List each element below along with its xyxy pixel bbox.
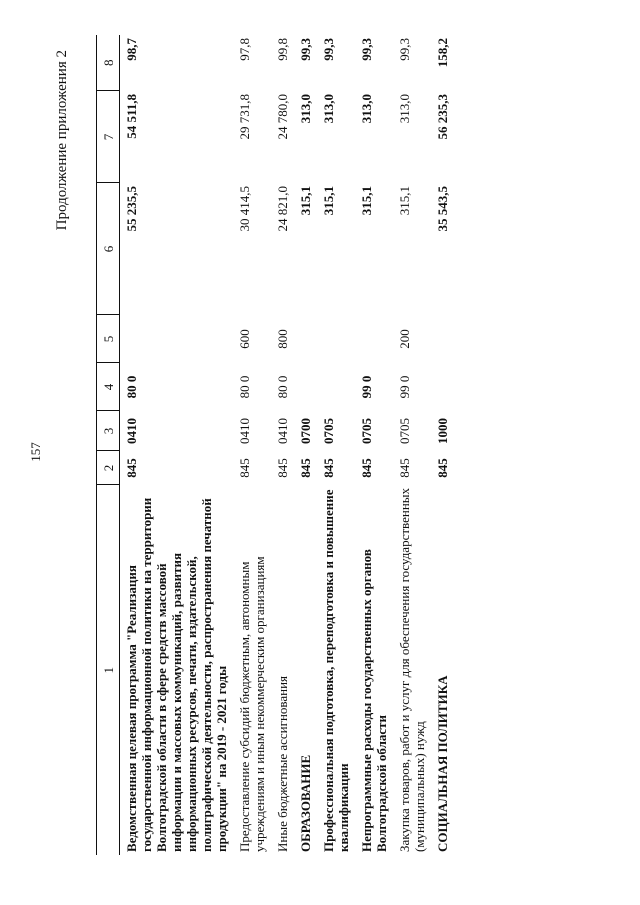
column-header-6: 6 [97,183,120,315]
row-name: Предоставление субсидий бюджетным, автономным учреждениям и иным некоммерческим организациям [237,556,267,852]
cell-planned: 315,1 [321,186,336,216]
cell-ministry: 845 [275,458,290,478]
header-row [97,35,120,855]
column-header-3: 3 [97,411,120,451]
cell-program: 80 0 [124,375,139,399]
cell-ministry: 845 [435,458,450,478]
table-row [431,35,454,855]
cell-planned: 35 543,5 [435,186,450,232]
cell-percent: 99,8 [275,38,290,61]
cell-program: 99 0 [397,375,412,399]
cell-actual: 313,0 [359,94,374,124]
cell-expense-type [120,315,234,363]
cell-expense-type: 200 [397,329,412,349]
cell-actual: 313,0 [298,94,313,124]
cell-section: 0705 [397,418,412,444]
cell-percent: 97,8 [237,38,252,61]
cell-ministry: 845 [237,458,252,478]
cell-actual: 54 511,8 [124,94,139,139]
column-header-7: 7 [97,91,120,183]
cell-planned: 55 235,5 [124,186,139,232]
cell-section: 0705 [321,418,336,444]
cell-percent: 98,7 [124,38,139,61]
row-name: СОЦИАЛЬНАЯ ПОЛИТИКА [435,675,450,852]
cell-planned: 315,1 [397,186,412,216]
cell-planned: 24 821,0 [275,186,290,232]
column-header-2: 2 [97,451,120,485]
cell-ministry: 845 [298,458,313,478]
column-header-5: 5 [97,315,120,363]
table-row [294,35,317,855]
cell-expense-type: 800 [275,329,290,349]
cell-program [431,363,454,411]
cell-program: 80 0 [275,375,290,399]
table-row [233,35,271,855]
cell-section: 0700 [298,418,313,444]
cell-expense-type [317,315,355,363]
cell-program: 99 0 [359,375,374,399]
row-name: Непрограммные расходы государственных органов Волгоградской области [359,549,389,852]
table-row [317,35,355,855]
row-name: ОБРАЗОВАНИЕ [298,754,313,852]
budget-table [96,35,454,855]
cell-expense-type [294,315,317,363]
cell-percent: 99,3 [397,38,412,61]
column-header-8: 8 [97,35,120,91]
cell-section: 0410 [275,418,290,444]
table-row [393,35,431,855]
cell-ministry: 845 [397,458,412,478]
cell-program: 80 0 [237,375,252,399]
cell-ministry: 845 [359,458,374,478]
cell-planned: 315,1 [298,186,313,216]
cell-expense-type [431,315,454,363]
column-header-1: 1 [97,485,120,855]
cell-percent: 99,3 [359,38,374,61]
cell-percent: 99,3 [321,38,336,61]
row-name: Закупка товаров, работ и услуг для обеспечения государственных (муниципальных) нужд [397,487,427,852]
cell-section: 0410 [237,418,252,444]
page-number: 157 [28,442,43,462]
cell-planned: 315,1 [359,186,374,216]
cell-section: 0410 [124,418,139,444]
cell-ministry: 845 [321,458,336,478]
cell-expense-type: 600 [237,329,252,349]
cell-actual: 313,0 [321,94,336,124]
row-name: Ведомственная целевая программа "Реализация государственной информационной политики на территории Волгоградской области в сфере средств массовой информации и массовых коммуникаций, развития информационных ресурсов, печати, издательской, полиграфической деятельности, распространения печатной продукции" на 2019 - 2021 годы [124,497,229,852]
cell-section: 1000 [435,418,450,444]
column-header-4: 4 [97,363,120,411]
cell-program [294,363,317,411]
appendix-caption: Продолжение приложения 2 [54,50,70,231]
row-name: Профессиональная подготовка, переподготовка и повышение квалификации [321,489,351,852]
table-row [120,35,234,855]
cell-planned: 30 414,5 [237,186,252,232]
cell-section: 0705 [359,418,374,444]
cell-actual: 313,0 [397,94,412,124]
table-row [355,35,393,855]
cell-actual: 24 780,0 [275,94,290,140]
cell-ministry: 845 [124,458,139,478]
cell-percent: 99,3 [298,38,313,61]
row-name: Иные бюджетные ассигнования [275,675,290,852]
cell-percent: 158,2 [435,38,450,68]
cell-program [317,363,355,411]
cell-actual: 56 235,3 [435,94,450,140]
cell-expense-type [355,315,393,363]
cell-actual: 29 731,8 [237,94,252,140]
table-row [271,35,294,855]
